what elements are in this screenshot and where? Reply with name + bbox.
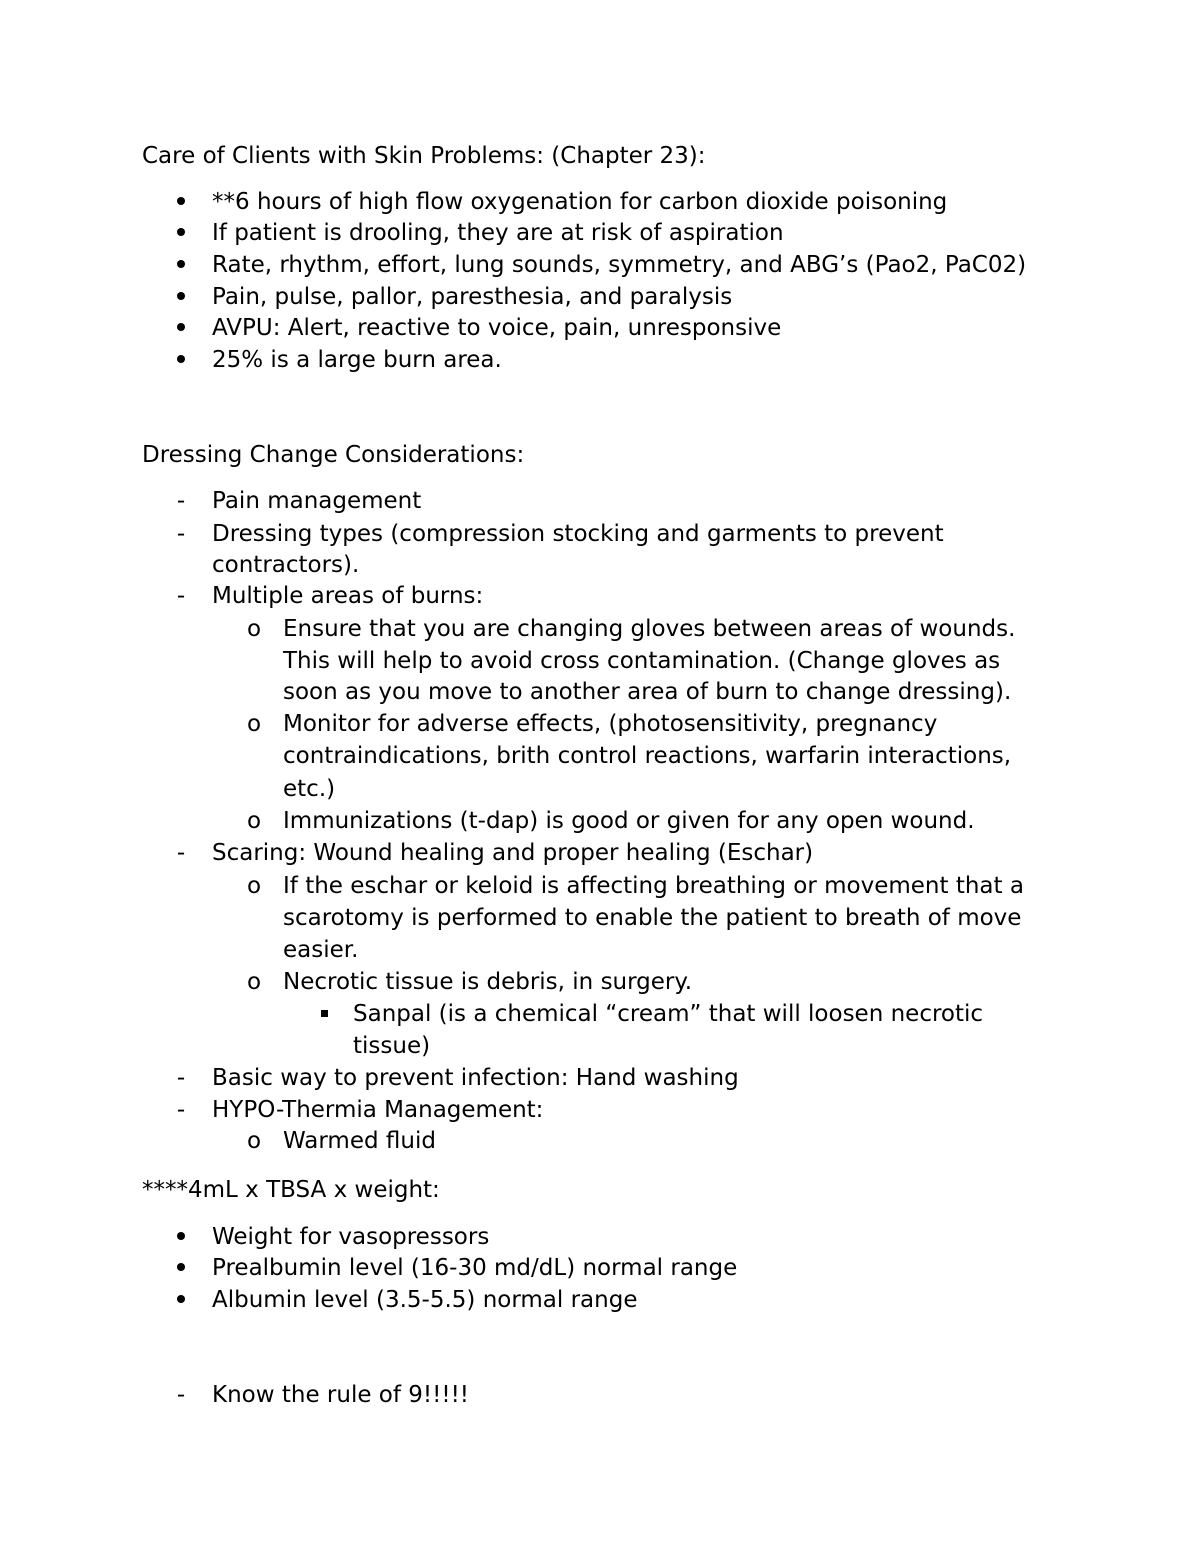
circle-marker: o (247, 969, 262, 995)
bullet-marker (174, 217, 188, 249)
bullet-marker (174, 1221, 188, 1253)
sub-list-item-continuation: contraindications, brith control reactions, warfarin interactions, (283, 743, 1012, 769)
sub-list-item: If the eschar or keloid is affecting breathing or movement that a (283, 873, 1024, 899)
circle-marker: o (247, 711, 262, 737)
sub-list-item-continuation: easier. (283, 937, 359, 963)
section-heading-formula: ****4mL x TBSA x weight: (142, 1177, 440, 1203)
sub-list-item-continuation: scarotomy is performed to enable the patient to breath of move (283, 905, 1022, 931)
dash-marker: - (176, 1097, 186, 1123)
sub-list-item: Ensure that you are changing gloves between areas of wounds. (283, 616, 1016, 642)
list-item: Scaring: Wound healing and proper healing (Eschar) (212, 840, 814, 866)
bullet-marker (174, 1284, 188, 1316)
section-heading-skin-problems: Care of Clients with Skin Problems: (Chapter 23): (142, 143, 706, 169)
sub-sub-list-item-continuation: tissue) (353, 1033, 431, 1059)
list-item: AVPU: Alert, reactive to voice, pain, unresponsive (212, 315, 782, 341)
sub-list-item-continuation: soon as you move to another area of burn to change dressing). (283, 679, 1012, 705)
sub-list-item: Monitor for adverse effects, (photosensitivity, pregnancy (283, 711, 938, 737)
list-item: If patient is drooling, they are at risk of aspiration (212, 220, 784, 246)
section-heading-dressing-change: Dressing Change Considerations: (142, 442, 525, 468)
bullet-marker (174, 312, 188, 344)
list-item: Rate, rhythm, effort, lung sounds, symmetry, and ABG’s (Pao2, PaC02) (212, 252, 1027, 278)
sub-list-item-continuation: etc.) (283, 776, 336, 802)
bullet-marker (174, 186, 188, 218)
bullet-marker (174, 344, 188, 376)
dash-marker: - (176, 488, 186, 514)
square-bullet-marker (317, 998, 331, 1030)
list-item: **6 hours of high flow oxygenation for carbon dioxide poisoning (212, 189, 948, 215)
bullet-marker (174, 249, 188, 281)
circle-marker: o (247, 873, 262, 899)
sub-list-item: Necrotic tissue is debris, in surgery. (283, 969, 693, 995)
dash-marker: - (176, 1382, 186, 1408)
dash-marker: - (176, 583, 186, 609)
list-item: 25% is a large burn area. (212, 347, 502, 373)
list-item: Weight for vasopressors (212, 1224, 490, 1250)
sub-sub-list-item: Sanpal (is a chemical “cream” that will loosen necrotic (353, 1001, 984, 1027)
list-item: Know the rule of 9!!!!! (212, 1382, 470, 1408)
sub-list-item: Immunizations (t-dap) is good or given for any open wound. (283, 808, 975, 834)
bullet-marker (174, 281, 188, 313)
list-item: Multiple areas of burns: (212, 583, 484, 609)
list-item: Pain, pulse, pallor, paresthesia, and paralysis (212, 284, 733, 310)
list-item-continuation: contractors). (212, 552, 360, 578)
list-item: Dressing types (compression stocking and garments to prevent (212, 521, 944, 547)
sub-list-item-continuation: This will help to avoid cross contamination. (Change gloves as (283, 648, 1001, 674)
list-item: Basic way to prevent infection: Hand washing (212, 1065, 739, 1091)
circle-marker: o (247, 1128, 262, 1154)
bullet-marker (174, 1252, 188, 1284)
circle-marker: o (247, 808, 262, 834)
dash-marker: - (176, 840, 186, 866)
dash-marker: - (176, 1065, 186, 1091)
list-item: Pain management (212, 488, 422, 514)
circle-marker: o (247, 616, 262, 642)
list-item: HYPO-Thermia Management: (212, 1097, 544, 1123)
list-item: Albumin level (3.5-5.5) normal range (212, 1287, 638, 1313)
list-item: Prealbumin level (16-30 md/dL) normal range (212, 1255, 738, 1281)
sub-list-item: Warmed fluid (283, 1128, 436, 1154)
dash-marker: - (176, 521, 186, 547)
